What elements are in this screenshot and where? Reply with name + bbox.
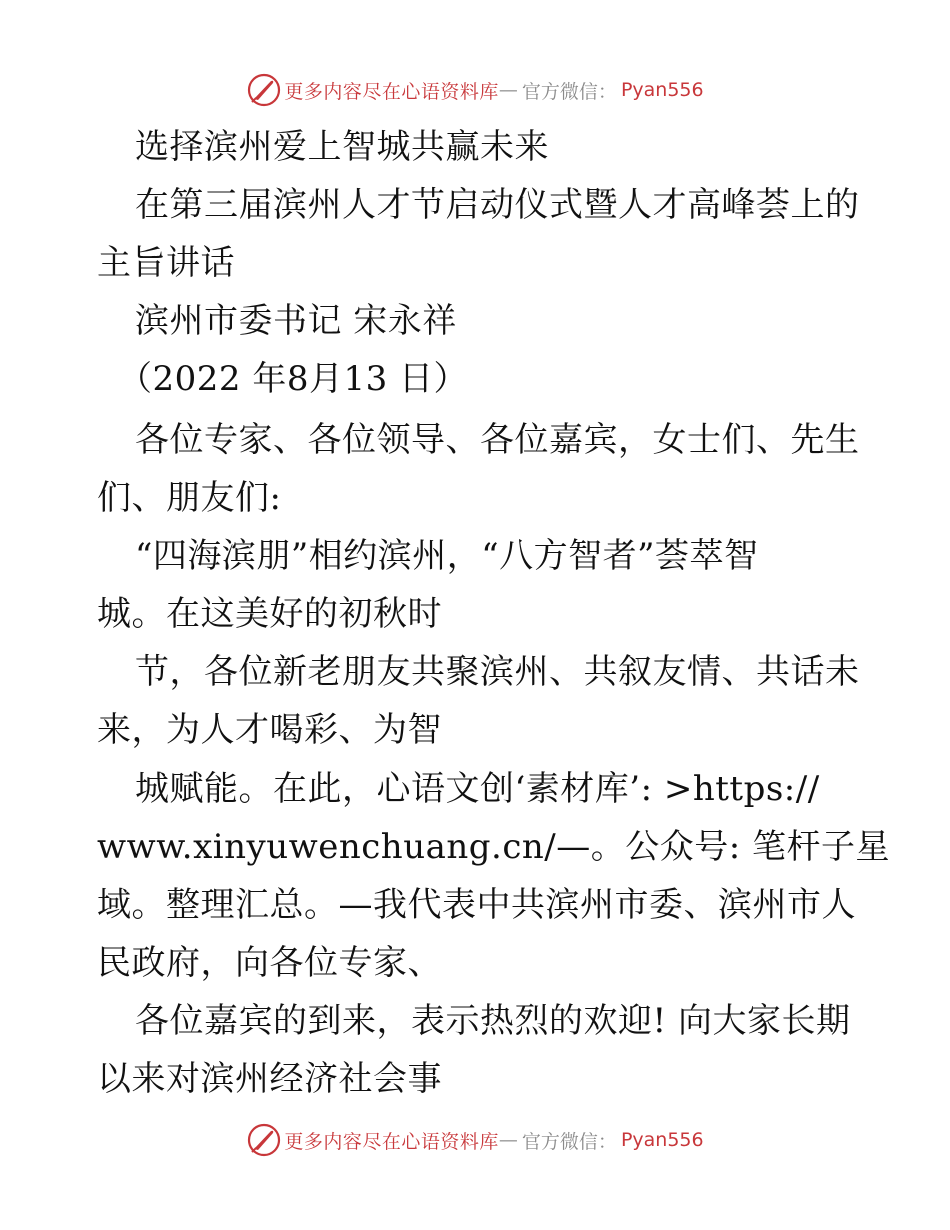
- watermark-wechat-label: 官方微信：: [521, 80, 617, 103]
- body-line: 各位专家、各位领导、各位嘉宾，女士们、先生: [135, 420, 860, 460]
- body-line: 来，为人才喝彩、为智: [97, 710, 442, 750]
- watermark-text: 更多内容尽在心语资料库: [284, 80, 499, 103]
- watermark-wechat-id: Pyan556: [620, 79, 704, 101]
- body-line: www.xinyuwenchuang.cn/—。公众号: 笔杆子星: [97, 827, 890, 867]
- quill-logo-icon: [246, 1122, 282, 1158]
- watermark-dash: —: [498, 79, 518, 101]
- watermark-text: 更多内容尽在心语资料库: [284, 1130, 499, 1153]
- document-subtitle-line-2: 主旨讲话: [97, 243, 235, 283]
- body-line: 节，各位新老朋友共聚滨州、共叙友情、共话未: [135, 652, 860, 692]
- body-line: 城赋能。在此，心语文创‘素材库’: >https://: [135, 769, 820, 809]
- date-line: （2022 年8月13 日）: [118, 359, 469, 399]
- body-line: 域。整理汇总。—我代表中共滨州市委、滨州市人: [97, 885, 856, 925]
- body-line: 各位嘉宾的到来，表示热烈的欢迎! 向大家长期: [135, 1001, 851, 1041]
- document-title: 选择滨州爱上智城共赢未来: [135, 127, 549, 167]
- watermark-wechat-label: 官方微信：: [521, 1130, 617, 1153]
- body-line: 城。在这美好的初秋时: [97, 594, 442, 634]
- body-line: 民政府，向各位专家、: [97, 943, 442, 983]
- watermark-dash: —: [498, 1129, 518, 1151]
- body-line: 们、朋友们:: [97, 478, 282, 518]
- body-line: 以来对滨州经济社会事: [97, 1059, 442, 1099]
- body-line: “四海滨朋”相约滨州，“八方智者”荟萃智: [135, 536, 759, 576]
- watermark-banner-bottom: [0, 1120, 950, 1160]
- watermark-wechat-id: Pyan556: [620, 1129, 704, 1151]
- watermark-banner-top: [0, 70, 950, 110]
- quill-logo-icon: [246, 72, 282, 108]
- speaker-line: 滨州市委书记 宋永祥: [135, 301, 457, 341]
- document-subtitle-line-1: 在第三届滨州人才节启动仪式暨人才高峰荟上的: [135, 185, 860, 225]
